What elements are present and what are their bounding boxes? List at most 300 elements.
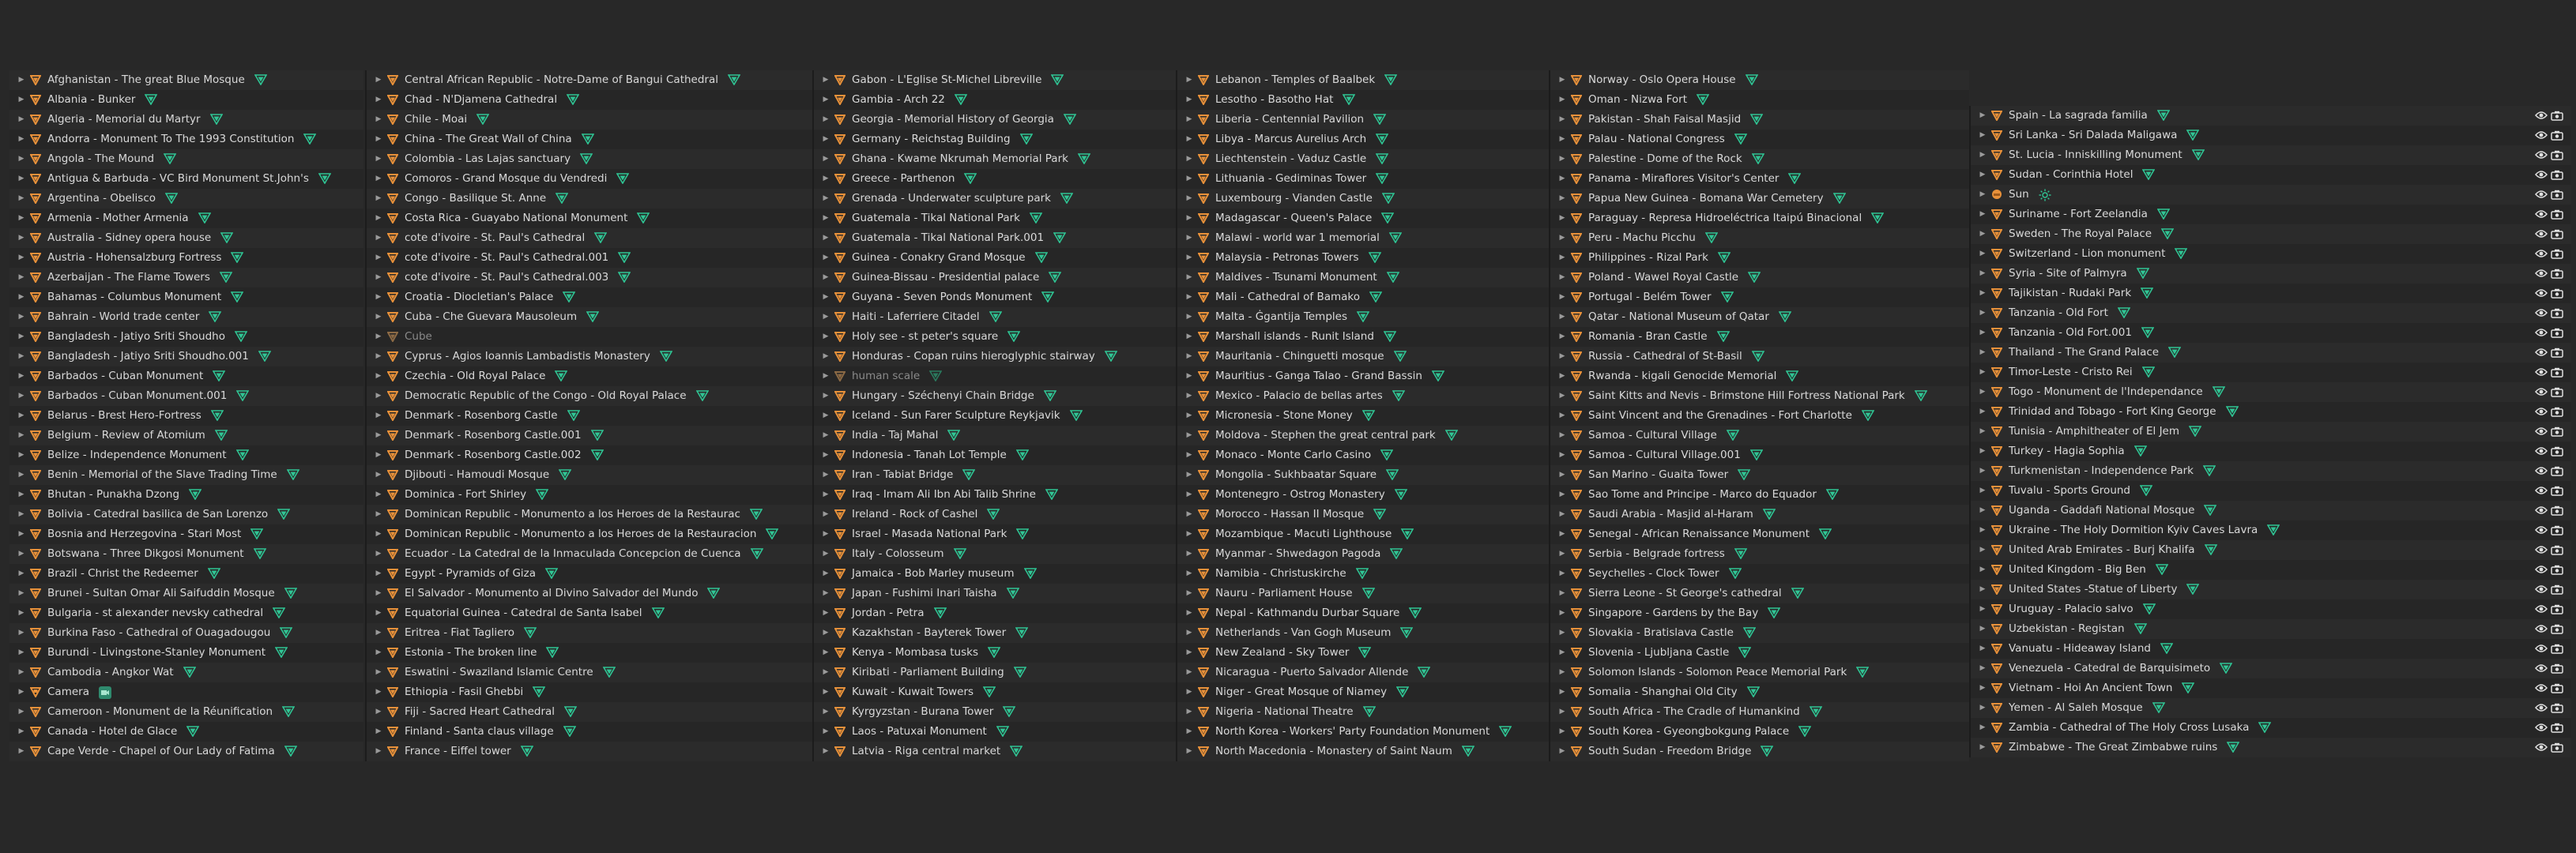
- outliner-row[interactable]: [814, 505, 1176, 524]
- disclosure-triangle-icon[interactable]: ▶: [823, 708, 829, 716]
- camera-render-icon[interactable]: [2549, 540, 2565, 560]
- disclosure-triangle-icon[interactable]: ▶: [375, 135, 382, 143]
- disclosure-triangle-icon[interactable]: ▶: [18, 352, 24, 360]
- disclosure-triangle-icon[interactable]: ▶: [375, 411, 382, 419]
- disclosure-triangle-icon[interactable]: ▶: [375, 234, 382, 242]
- disclosure-triangle-icon[interactable]: ▶: [1186, 313, 1192, 321]
- object-name[interactable]: Estonia - The broken line: [405, 646, 537, 659]
- object-name[interactable]: Switzerland - Lion monument: [2009, 247, 2166, 260]
- modifier-wrench-icon[interactable]: [1019, 130, 1034, 149]
- outliner-row[interactable]: [1971, 738, 2571, 757]
- object-name[interactable]: Cambodia - Angkor Wat: [47, 666, 174, 678]
- outliner-row[interactable]: [367, 110, 812, 130]
- outliner-row[interactable]: [814, 90, 1176, 110]
- outliner-row[interactable]: [1550, 426, 1969, 445]
- disclosure-triangle-icon[interactable]: ▶: [1186, 352, 1192, 360]
- modifier-wrench-icon[interactable]: [589, 426, 605, 445]
- outliner-row[interactable]: [1177, 327, 1549, 347]
- outliner-row[interactable]: [814, 603, 1176, 623]
- modifier-wrench-icon[interactable]: [1052, 228, 1068, 248]
- modifier-wrench-icon[interactable]: [2265, 520, 2281, 540]
- object-name[interactable]: Iran - Tabiat Bridge: [852, 468, 954, 481]
- object-name[interactable]: San Marino - Guaita Tower: [1588, 468, 1729, 481]
- modifier-wrench-icon[interactable]: [534, 485, 550, 505]
- disclosure-triangle-icon[interactable]: ▶: [1559, 589, 1565, 597]
- outliner-row[interactable]: [1177, 169, 1549, 189]
- camera-render-icon[interactable]: [2549, 422, 2565, 442]
- modifier-wrench-icon[interactable]: [2159, 639, 2175, 659]
- outliner-row[interactable]: [367, 603, 812, 623]
- outliner-row[interactable]: [9, 702, 363, 722]
- modifier-wrench-icon[interactable]: [1361, 406, 1377, 426]
- camera-render-icon[interactable]: [2549, 363, 2565, 382]
- object-name[interactable]: Bahamas - Columbus Monument: [47, 291, 222, 303]
- eye-icon[interactable]: [2533, 698, 2549, 718]
- disclosure-triangle-icon[interactable]: ▶: [1979, 388, 1986, 396]
- modifier-wrench-icon[interactable]: [1022, 564, 1038, 584]
- outliner-row[interactable]: [1971, 461, 2571, 481]
- object-name[interactable]: Djibouti - Hamoudi Mosque: [405, 468, 550, 481]
- outliner-row[interactable]: [9, 228, 363, 248]
- object-name[interactable]: Tajikistan - Rudaki Park: [2009, 287, 2132, 299]
- disclosure-triangle-icon[interactable]: ▶: [375, 155, 382, 163]
- disclosure-triangle-icon[interactable]: ▶: [18, 254, 24, 261]
- modifier-wrench-icon[interactable]: [1832, 189, 1847, 209]
- object-name[interactable]: Jamaica - Bob Marley museum: [852, 567, 1015, 580]
- eye-icon[interactable]: [2533, 126, 2549, 145]
- outliner-row[interactable]: [367, 643, 812, 663]
- outliner-row[interactable]: [814, 663, 1176, 682]
- modifier-wrench-icon[interactable]: [209, 406, 225, 426]
- modifier-wrench-icon[interactable]: [566, 406, 582, 426]
- disclosure-triangle-icon[interactable]: ▶: [1186, 333, 1192, 340]
- modifier-wrench-icon[interactable]: [593, 228, 608, 248]
- object-name[interactable]: Denmark - Rosenborg Castle.001: [405, 429, 582, 442]
- object-name[interactable]: Algeria - Memorial du Martyr: [47, 113, 201, 126]
- camera-render-icon[interactable]: [2549, 461, 2565, 481]
- object-name[interactable]: Mali - Cathedral of Bamako: [1215, 291, 1361, 303]
- disclosure-triangle-icon[interactable]: ▶: [1979, 171, 1986, 178]
- eye-icon[interactable]: [2533, 501, 2549, 520]
- object-name[interactable]: Bosnia and Herzegovina - Stari Most: [47, 528, 242, 540]
- outliner-row[interactable]: [9, 465, 363, 485]
- disclosure-triangle-icon[interactable]: ▶: [1186, 155, 1192, 163]
- object-name[interactable]: Panama - Miraflores Visitor's Center: [1588, 172, 1779, 185]
- object-name[interactable]: Barbados - Cuban Monument.001: [47, 389, 228, 402]
- disclosure-triangle-icon[interactable]: ▶: [1186, 708, 1192, 716]
- modifier-wrench-icon[interactable]: [2151, 698, 2167, 718]
- modifier-wrench-icon[interactable]: [1727, 564, 1743, 584]
- object-name[interactable]: Antigua & Barbuda - VC Bird Monument St.John's: [47, 172, 309, 185]
- modifier-wrench-icon[interactable]: [1407, 603, 1423, 623]
- disclosure-triangle-icon[interactable]: ▶: [18, 115, 24, 123]
- object-name[interactable]: Bangladesh - Jatiyo Sriti Shoudho.001: [47, 350, 249, 363]
- object-name[interactable]: Dominican Republic - Monumento a los Heroes de la Restaurac: [405, 508, 740, 520]
- eye-icon[interactable]: [2533, 382, 2549, 402]
- modifier-wrench-icon[interactable]: [565, 90, 581, 110]
- modifier-wrench-icon[interactable]: [1357, 643, 1373, 663]
- modifier-wrench-icon[interactable]: [2156, 106, 2171, 126]
- disclosure-triangle-icon[interactable]: ▶: [823, 155, 829, 163]
- modifier-wrench-icon[interactable]: [1725, 426, 1741, 445]
- camera-render-icon[interactable]: [2549, 678, 2565, 698]
- object-name[interactable]: Portugal - Belém Tower: [1588, 291, 1712, 303]
- outliner-row[interactable]: [1971, 382, 2571, 402]
- disclosure-triangle-icon[interactable]: ▶: [1559, 727, 1565, 735]
- modifier-wrench-icon[interactable]: [164, 189, 179, 209]
- disclosure-triangle-icon[interactable]: ▶: [1559, 135, 1565, 143]
- object-name[interactable]: cote d'ivoire - St. Paul's Cathedral: [405, 231, 586, 244]
- outliner-row[interactable]: [1971, 481, 2571, 501]
- outliner-row[interactable]: [1177, 90, 1549, 110]
- modifier-wrench-icon[interactable]: [1742, 623, 1757, 643]
- disclosure-triangle-icon[interactable]: ▶: [1979, 723, 1986, 731]
- eye-icon[interactable]: [2533, 224, 2549, 244]
- object-name[interactable]: Saint Vincent and the Grenadines - Fort Charlotte: [1588, 409, 1852, 422]
- modifier-wrench-icon[interactable]: [2180, 678, 2196, 698]
- outliner-row[interactable]: [1971, 145, 2571, 165]
- camera-render-icon[interactable]: [2549, 165, 2565, 185]
- disclosure-triangle-icon[interactable]: ▶: [375, 688, 382, 696]
- disclosure-triangle-icon[interactable]: ▶: [375, 569, 382, 577]
- eye-icon[interactable]: [2533, 639, 2549, 659]
- camera-render-icon[interactable]: [2549, 126, 2565, 145]
- disclosure-triangle-icon[interactable]: ▶: [1559, 708, 1565, 716]
- disclosure-triangle-icon[interactable]: ▶: [1186, 530, 1192, 538]
- object-name[interactable]: cote d'ivoire - St. Paul's Cathedral.003: [405, 271, 609, 284]
- object-name[interactable]: Hungary - Széchenyi Chain Bridge: [852, 389, 1034, 402]
- outliner-row[interactable]: [1971, 422, 2571, 442]
- outliner-row[interactable]: [814, 307, 1176, 327]
- camera-render-icon[interactable]: [2549, 145, 2565, 165]
- disclosure-triangle-icon[interactable]: ▶: [1559, 629, 1565, 637]
- object-name[interactable]: Solomon Islands - Solomon Peace Memorial Park: [1588, 666, 1847, 678]
- eye-icon[interactable]: [2533, 659, 2549, 678]
- modifier-wrench-icon[interactable]: [1790, 584, 1806, 603]
- modifier-wrench-icon[interactable]: [2185, 580, 2201, 599]
- object-name[interactable]: Armenia - Mother Armenia: [47, 212, 189, 224]
- outliner-row[interactable]: [1550, 445, 1969, 465]
- modifier-wrench-icon[interactable]: [207, 307, 223, 327]
- disclosure-triangle-icon[interactable]: ▶: [1186, 76, 1192, 84]
- outliner-row[interactable]: [9, 307, 363, 327]
- outliner-row[interactable]: [814, 228, 1176, 248]
- disclosure-triangle-icon[interactable]: ▶: [1559, 273, 1565, 281]
- disclosure-triangle-icon[interactable]: ▶: [18, 530, 24, 538]
- modifier-wrench-icon[interactable]: [182, 663, 198, 682]
- camera-render-icon[interactable]: [2549, 402, 2565, 422]
- disclosure-triangle-icon[interactable]: ▶: [823, 727, 829, 735]
- object-name[interactable]: Eritrea - Fiat Tagliero: [405, 626, 514, 639]
- eye-icon[interactable]: [2533, 244, 2549, 264]
- camera-render-icon[interactable]: [2549, 442, 2565, 461]
- disclosure-triangle-icon[interactable]: ▶: [1979, 644, 1986, 652]
- outliner-row[interactable]: [9, 169, 363, 189]
- outliner-row[interactable]: [1550, 702, 1969, 722]
- modifier-wrench-icon[interactable]: [211, 366, 227, 386]
- outliner-row[interactable]: [1550, 386, 1969, 406]
- outliner-row[interactable]: [1971, 599, 2571, 619]
- disclosure-triangle-icon[interactable]: ▶: [375, 490, 382, 498]
- camera-render-icon[interactable]: [2549, 619, 2565, 639]
- object-name[interactable]: cote d'ivoire - St. Paul's Cathedral.001: [405, 251, 609, 264]
- eye-icon[interactable]: [2533, 145, 2549, 165]
- outliner-row[interactable]: [1177, 485, 1549, 505]
- object-name[interactable]: Togo - Monument de l'Independance: [2009, 385, 2203, 398]
- outliner-row[interactable]: [367, 445, 812, 465]
- eye-icon[interactable]: [2533, 461, 2549, 481]
- disclosure-triangle-icon[interactable]: ▶: [823, 471, 829, 479]
- outliner-row[interactable]: [814, 248, 1176, 268]
- object-name[interactable]: Bulgaria - st alexander nevsky cathedral: [47, 607, 264, 619]
- object-name[interactable]: Bahrain - World trade center: [47, 310, 200, 323]
- outliner-row[interactable]: [367, 722, 812, 742]
- modifier-wrench-icon[interactable]: [2173, 244, 2189, 264]
- object-name[interactable]: Uganda - Gaddafi National Mosque: [2009, 504, 2195, 517]
- disclosure-triangle-icon[interactable]: ▶: [18, 411, 24, 419]
- disclosure-triangle-icon[interactable]: ▶: [823, 490, 829, 498]
- modifier-wrench-icon[interactable]: [1736, 465, 1752, 485]
- camera-render-icon[interactable]: [2549, 303, 2565, 323]
- outliner-row[interactable]: [814, 386, 1176, 406]
- object-name[interactable]: Benin - Memorial of the Slave Trading Time: [47, 468, 277, 481]
- modifier-wrench-icon[interactable]: [1870, 209, 1885, 228]
- outliner-row[interactable]: [1177, 347, 1549, 366]
- outliner-row[interactable]: [1550, 228, 1969, 248]
- object-name[interactable]: Uzbekistan - Registan: [2009, 622, 2125, 635]
- disclosure-triangle-icon[interactable]: ▶: [823, 175, 829, 182]
- modifier-wrench-icon[interactable]: [1784, 366, 1800, 386]
- modifier-wrench-icon[interactable]: [928, 366, 943, 386]
- modifier-wrench-icon[interactable]: [1388, 228, 1403, 248]
- outliner-row[interactable]: [814, 702, 1176, 722]
- object-name[interactable]: India - Taj Mahal: [852, 429, 939, 442]
- outliner-row[interactable]: [814, 366, 1176, 386]
- disclosure-triangle-icon[interactable]: ▶: [823, 115, 829, 123]
- outliner-row[interactable]: [1550, 623, 1969, 643]
- modifier-wrench-icon[interactable]: [1388, 544, 1404, 564]
- modifier-wrench-icon[interactable]: [2257, 718, 2273, 738]
- outliner-row[interactable]: [1550, 70, 1969, 90]
- disclosure-triangle-icon[interactable]: ▶: [1186, 688, 1192, 696]
- modifier-wrench-icon[interactable]: [544, 643, 560, 663]
- object-name[interactable]: Spain - La sagrada familia: [2009, 109, 2148, 122]
- object-name[interactable]: Holy see - st peter's square: [852, 330, 999, 343]
- modifier-wrench-icon[interactable]: [1695, 90, 1711, 110]
- eye-icon[interactable]: [2533, 363, 2549, 382]
- modifier-wrench-icon[interactable]: [1372, 505, 1388, 524]
- disclosure-triangle-icon[interactable]: ▶: [1559, 115, 1565, 123]
- modifier-wrench-icon[interactable]: [946, 426, 962, 445]
- outliner-row[interactable]: [814, 564, 1176, 584]
- outliner-row[interactable]: [367, 465, 812, 485]
- disclosure-triangle-icon[interactable]: ▶: [1979, 684, 1986, 692]
- object-name[interactable]: Jordan - Petra: [852, 607, 925, 619]
- object-name[interactable]: Colombia - Las Lajas sanctuary: [405, 152, 571, 165]
- modifier-wrench-icon[interactable]: [1913, 386, 1929, 406]
- modifier-wrench-icon[interactable]: [995, 722, 1011, 742]
- object-name[interactable]: Palau - National Congress: [1588, 133, 1725, 145]
- modifier-wrench-icon[interactable]: [519, 742, 535, 761]
- object-name[interactable]: Saudi Arabia - Masjid al-Haram: [1588, 508, 1753, 520]
- outliner-row[interactable]: [9, 445, 363, 465]
- modifier-wrench-icon[interactable]: [2141, 165, 2156, 185]
- modifier-wrench-icon[interactable]: [252, 544, 268, 564]
- object-name[interactable]: Belize - Independence Monument: [47, 449, 227, 461]
- disclosure-triangle-icon[interactable]: ▶: [1186, 254, 1192, 261]
- disclosure-triangle-icon[interactable]: ▶: [18, 392, 24, 400]
- object-name[interactable]: United States -Statue of Liberty: [2009, 583, 2178, 596]
- eye-icon[interactable]: [2533, 165, 2549, 185]
- modifier-wrench-icon[interactable]: [2224, 402, 2240, 422]
- modifier-wrench-icon[interactable]: [1750, 347, 1766, 366]
- modifier-wrench-icon[interactable]: [302, 130, 318, 149]
- object-name[interactable]: Micronesia - Stone Money: [1215, 409, 1353, 422]
- outliner-row[interactable]: [1177, 228, 1549, 248]
- object-name[interactable]: South Africa - The Cradle of Humankind: [1588, 705, 1800, 718]
- disclosure-triangle-icon[interactable]: ▶: [1979, 447, 1986, 455]
- object-name[interactable]: Seychelles - Clock Tower: [1588, 567, 1719, 580]
- object-name[interactable]: Cameroon - Monument de la Réunification: [47, 705, 273, 718]
- object-name[interactable]: Comoros - Grand Mosque du Vendredi: [405, 172, 608, 185]
- modifier-wrench-icon[interactable]: [271, 603, 287, 623]
- outliner-row[interactable]: [814, 623, 1176, 643]
- outliner-row[interactable]: [1550, 603, 1969, 623]
- object-name[interactable]: Sri Lanka - Sri Dalada Maligawa: [2009, 129, 2178, 141]
- object-name[interactable]: Morocco - Hassan II Mosque: [1215, 508, 1365, 520]
- object-name[interactable]: Namibia - Christuskirche: [1215, 567, 1346, 580]
- eye-icon[interactable]: [2533, 560, 2549, 580]
- modifier-wrench-icon[interactable]: [522, 623, 538, 643]
- outliner-row[interactable]: [1971, 264, 2571, 284]
- modifier-wrench-icon[interactable]: [764, 524, 780, 544]
- outliner-row[interactable]: [1550, 287, 1969, 307]
- object-name[interactable]: Georgia - Memorial History of Georgia: [852, 113, 1054, 126]
- object-name[interactable]: Israel - Masada National Park: [852, 528, 1007, 540]
- object-name[interactable]: Montenegro - Ostrog Monastery: [1215, 488, 1385, 501]
- modifier-wrench-icon[interactable]: [283, 584, 299, 603]
- object-name[interactable]: Philippines - Rizal Park: [1588, 251, 1708, 264]
- object-name[interactable]: Greece - Parthenon: [852, 172, 955, 185]
- object-name[interactable]: Egypt - Pyramids of Giza: [405, 567, 537, 580]
- camera-render-icon[interactable]: [2549, 244, 2565, 264]
- disclosure-triangle-icon[interactable]: ▶: [1186, 194, 1192, 202]
- modifier-wrench-icon[interactable]: [589, 445, 605, 465]
- object-name[interactable]: Tanzania - Old Fort.001: [2009, 326, 2132, 339]
- object-name[interactable]: Senegal - African Renaissance Monument: [1588, 528, 1810, 540]
- disclosure-triangle-icon[interactable]: ▶: [823, 451, 829, 459]
- disclosure-triangle-icon[interactable]: ▶: [1979, 625, 1986, 633]
- disclosure-triangle-icon[interactable]: ▶: [375, 510, 382, 518]
- outliner-row[interactable]: [1177, 722, 1549, 742]
- disclosure-triangle-icon[interactable]: ▶: [18, 293, 24, 301]
- disclosure-triangle-icon[interactable]: ▶: [18, 194, 24, 202]
- outliner-row[interactable]: [1550, 465, 1969, 485]
- outliner-row[interactable]: [1550, 524, 1969, 544]
- outliner-row[interactable]: [814, 682, 1176, 702]
- object-name[interactable]: Dominica - Fort Shirley: [405, 488, 527, 501]
- modifier-wrench-icon[interactable]: [2187, 422, 2203, 442]
- disclosure-triangle-icon[interactable]: ▶: [1559, 747, 1565, 755]
- disclosure-triangle-icon[interactable]: ▶: [1559, 688, 1565, 696]
- disclosure-triangle-icon[interactable]: ▶: [375, 175, 382, 182]
- outliner-row[interactable]: [1177, 149, 1549, 169]
- object-name[interactable]: Yemen - Al Saleh Mosque: [2009, 701, 2143, 714]
- object-name[interactable]: Albania - Bunker: [47, 93, 136, 106]
- eye-icon[interactable]: [2533, 422, 2549, 442]
- disclosure-triangle-icon[interactable]: ▶: [823, 333, 829, 340]
- modifier-wrench-icon[interactable]: [273, 643, 289, 663]
- object-name[interactable]: Trinidad and Tobago - Fort King George: [2009, 405, 2216, 418]
- disclosure-triangle-icon[interactable]: ▶: [1979, 131, 1986, 139]
- disclosure-triangle-icon[interactable]: ▶: [1979, 487, 1986, 494]
- outliner-row[interactable]: [9, 643, 363, 663]
- modifier-wrench-icon[interactable]: [1393, 485, 1409, 505]
- outliner-row[interactable]: [1971, 718, 2571, 738]
- disclosure-triangle-icon[interactable]: ▶: [1186, 609, 1192, 617]
- outliner-row[interactable]: [814, 722, 1176, 742]
- outliner-row[interactable]: [1971, 698, 2571, 718]
- outliner-row[interactable]: [1971, 659, 2571, 678]
- object-name[interactable]: Romania - Bran Castle: [1588, 330, 1708, 343]
- object-name[interactable]: El Salvador - Monumento al Divino Salvador del Mundo: [405, 587, 699, 599]
- modifier-wrench-icon[interactable]: [988, 307, 1004, 327]
- object-name[interactable]: Vanuatu - Hideaway Island: [2009, 642, 2151, 655]
- object-name[interactable]: North Korea - Workers' Party Foundation Monument: [1215, 725, 1490, 738]
- modifier-wrench-icon[interactable]: [2167, 343, 2182, 363]
- modifier-wrench-icon[interactable]: [1430, 366, 1446, 386]
- modifier-wrench-icon[interactable]: [276, 505, 292, 524]
- disclosure-triangle-icon[interactable]: ▶: [375, 668, 382, 676]
- object-name[interactable]: Syria - Site of Palmyra: [2009, 267, 2127, 280]
- object-name[interactable]: Iraq - Imam Ali Ibn Abi Talib Shrine: [852, 488, 1036, 501]
- object-name[interactable]: Angola - The Mound: [47, 152, 155, 165]
- disclosure-triangle-icon[interactable]: ▶: [1979, 190, 1986, 198]
- outliner-row[interactable]: [9, 663, 363, 682]
- outliner-row[interactable]: [9, 584, 363, 603]
- disclosure-triangle-icon[interactable]: ▶: [1979, 585, 1986, 593]
- modifier-wrench-icon[interactable]: [1015, 524, 1030, 544]
- object-name[interactable]: Chad - N'Djamena Cathedral: [405, 93, 558, 106]
- disclosure-triangle-icon[interactable]: ▶: [18, 431, 24, 439]
- outliner-row[interactable]: [367, 287, 812, 307]
- modifier-wrench-icon[interactable]: [1383, 70, 1399, 90]
- outliner-row[interactable]: [367, 426, 812, 445]
- camera-render-icon[interactable]: [2549, 106, 2565, 126]
- disclosure-triangle-icon[interactable]: ▶: [375, 254, 382, 261]
- disclosure-triangle-icon[interactable]: ▶: [1186, 727, 1192, 735]
- disclosure-triangle-icon[interactable]: ▶: [18, 589, 24, 597]
- object-name[interactable]: United Arab Emirates - Burj Khalifa: [2009, 543, 2195, 556]
- modifier-wrench-icon[interactable]: [1497, 722, 1513, 742]
- modifier-wrench-icon[interactable]: [281, 702, 296, 722]
- modifier-wrench-icon[interactable]: [257, 347, 273, 366]
- disclosure-triangle-icon[interactable]: ▶: [18, 609, 24, 617]
- modifier-wrench-icon[interactable]: [1341, 90, 1357, 110]
- disclosure-triangle-icon[interactable]: ▶: [18, 155, 24, 163]
- object-name[interactable]: Nigeria - National Theatre: [1215, 705, 1354, 718]
- disclosure-triangle-icon[interactable]: ▶: [1559, 254, 1565, 261]
- outliner-row[interactable]: [367, 564, 812, 584]
- outliner-row[interactable]: [1971, 284, 2571, 303]
- object-name[interactable]: Costa Rica - Guayabo National Monument: [405, 212, 628, 224]
- disclosure-triangle-icon[interactable]: ▶: [1186, 668, 1192, 676]
- object-name[interactable]: Malaysia - Petronas Towers: [1215, 251, 1359, 264]
- disclosure-triangle-icon[interactable]: ▶: [1979, 111, 1986, 119]
- outliner-row[interactable]: [1971, 185, 2571, 205]
- disclosure-triangle-icon[interactable]: ▶: [1186, 451, 1192, 459]
- modifier-wrench-icon[interactable]: [2116, 303, 2132, 323]
